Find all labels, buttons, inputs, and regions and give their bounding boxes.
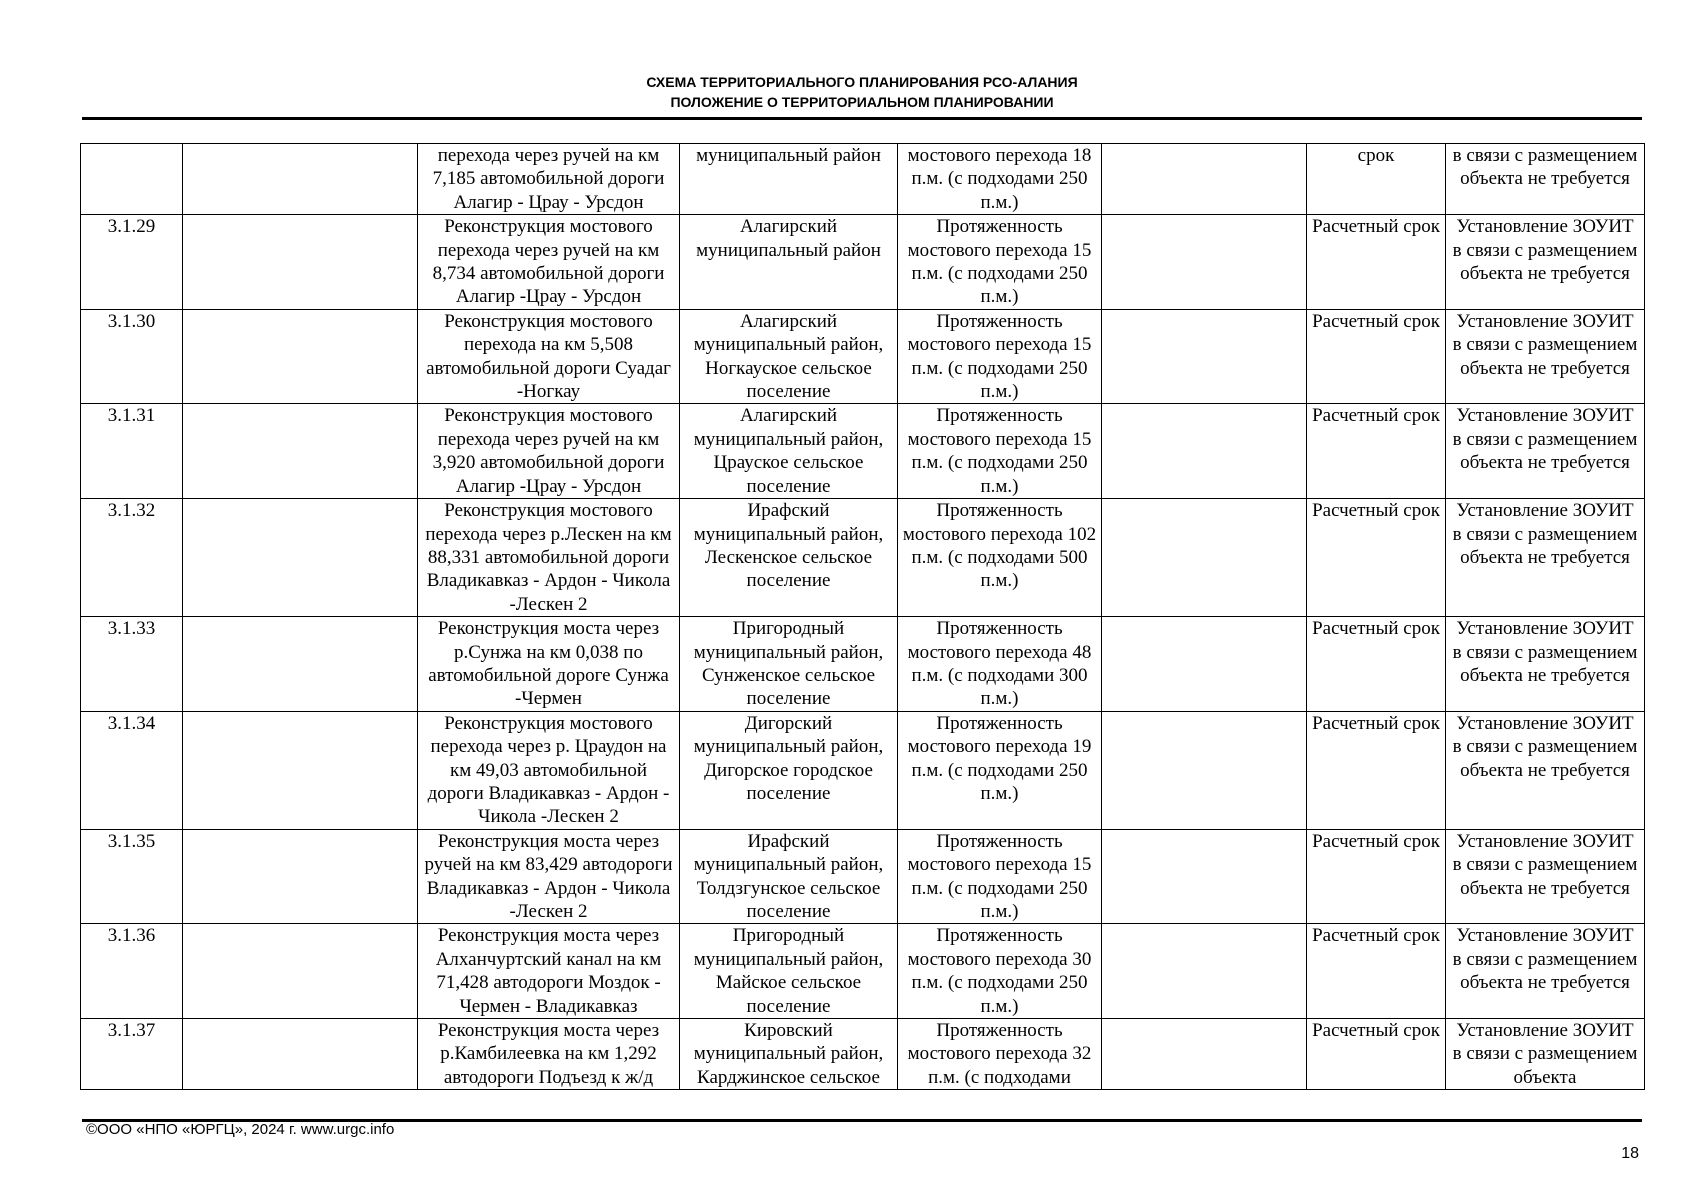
cell-empty (183, 499, 418, 617)
cell-name: Реконструкция моста через р.Камбилеевка на км 1,292 автодороги Подъезд к ж/д (418, 1019, 680, 1090)
cell-location: Ирафский муниципальный район, Толдзгунское сельское поселение (680, 829, 898, 924)
planning-table (80, 143, 1645, 1090)
cell-empty (1102, 829, 1307, 924)
cell-number: 3.1.32 (81, 499, 183, 617)
cell-zone: Установление ЗОУИТ в связи с размещением объекта не требуется (1446, 309, 1645, 404)
cell-characteristics: Протяженность мостового перехода 15 п.м. (с подходами 250 п.м.) (898, 309, 1102, 404)
table-row (81, 404, 1645, 499)
cell-empty (1102, 924, 1307, 1019)
cell-empty (1102, 711, 1307, 829)
cell-empty (183, 404, 418, 499)
cell-zone: Установление ЗОУИТ в связи с размещением объекта не требуется (1446, 829, 1645, 924)
cell-empty (183, 309, 418, 404)
cell-number: 3.1.34 (81, 711, 183, 829)
cell-empty (183, 1019, 418, 1090)
cell-zone: Установление ЗОУИТ в связи с размещением объекта не требуется (1446, 404, 1645, 499)
cell-term: Расчетный срок (1307, 499, 1446, 617)
cell-number: 3.1.37 (81, 1019, 183, 1090)
cell-name: перехода через ручей на км 7,185 автомобильной дороги Алагир - Црау - Урсдон (418, 144, 680, 215)
cell-empty (1102, 404, 1307, 499)
cell-name: Реконструкция моста через ручей на км 83,429 автодороги Владикавказ - Ардон - Чикола -Лескен 2 (418, 829, 680, 924)
table-row (81, 144, 1645, 215)
cell-term: Расчетный срок (1307, 617, 1446, 712)
cell-location: муниципальный район (680, 144, 898, 215)
cell-zone: Установление ЗОУИТ в связи с размещением объекта (1446, 1019, 1645, 1090)
page-number: 18 (1621, 1145, 1639, 1162)
header-rule (82, 117, 1642, 120)
cell-number: 3.1.33 (81, 617, 183, 712)
cell-term: Расчетный срок (1307, 711, 1446, 829)
cell-characteristics: Протяженность мостового перехода 15 п.м. (с подходами 250 п.м.) (898, 829, 1102, 924)
cell-number: 3.1.35 (81, 829, 183, 924)
cell-zone: в связи с размещением объекта не требуется (1446, 144, 1645, 215)
cell-location: Алагирский муниципальный район (680, 215, 898, 310)
table-row (81, 309, 1645, 404)
cell-characteristics: мостового перехода 18 п.м. (с подходами 250 п.м.) (898, 144, 1102, 215)
footer-copyright: ©ООО «НПО «ЮРГЦ», 2024 г. www.urgc.info (86, 1121, 395, 1138)
table-row (81, 617, 1645, 712)
cell-empty (183, 924, 418, 1019)
table-row (81, 215, 1645, 310)
table-row (81, 499, 1645, 617)
cell-term: срок (1307, 144, 1446, 215)
cell-name: Реконструкция мостового перехода через ручей на км 3,920 автомобильной дороги Алагир -Црау - Урсдон (418, 404, 680, 499)
cell-characteristics: Протяженность мостового перехода 15 п.м. (с подходами 250 п.м.) (898, 215, 1102, 310)
cell-number: 3.1.31 (81, 404, 183, 499)
cell-characteristics: Протяженность мостового перехода 48 п.м. (с подходами 300 п.м.) (898, 617, 1102, 712)
cell-location: Ирафский муниципальный район, Лескенское сельское поселение (680, 499, 898, 617)
cell-number (81, 144, 183, 215)
cell-empty (183, 617, 418, 712)
table-row (81, 1019, 1645, 1090)
cell-empty (183, 144, 418, 215)
table-row (81, 924, 1645, 1019)
cell-empty (1102, 617, 1307, 712)
cell-name: Реконструкция моста через р.Сунжа на км 0,038 по автомобильной дороге Сунжа -Чермен (418, 617, 680, 712)
header-subtitle: ПОЛОЖЕНИЕ О ТЕРРИТОРИАЛЬНОМ ПЛАНИРОВАНИИ (670, 94, 1054, 110)
cell-empty (1102, 309, 1307, 404)
cell-location: Пригородный муниципальный район, Сунженское сельское поселение (680, 617, 898, 712)
cell-characteristics: Протяженность мостового перехода 32 п.м. (с подходами (898, 1019, 1102, 1090)
cell-name: Реконструкция моста через Алханчуртский канал на км 71,428 автодороги Моздок - Чермен - Владикавказ (418, 924, 680, 1019)
cell-characteristics: Протяженность мостового перехода 30 п.м. (с подходами 250 п.м.) (898, 924, 1102, 1019)
cell-empty (183, 215, 418, 310)
cell-term: Расчетный срок (1307, 924, 1446, 1019)
cell-empty (183, 829, 418, 924)
cell-location: Кировский муниципальный район, Карджинское сельское (680, 1019, 898, 1090)
cell-empty (1102, 499, 1307, 617)
cell-characteristics: Протяженность мостового перехода 19 п.м. (с подходами 250 п.м.) (898, 711, 1102, 829)
cell-number: 3.1.36 (81, 924, 183, 1019)
cell-location: Дигорский муниципальный район, Дигорское городское поселение (680, 711, 898, 829)
cell-term: Расчетный срок (1307, 1019, 1446, 1090)
table-row (81, 711, 1645, 829)
cell-zone: Установление ЗОУИТ в связи с размещением объекта не требуется (1446, 499, 1645, 617)
cell-zone: Установление ЗОУИТ в связи с размещением объекта не требуется (1446, 617, 1645, 712)
table-row (81, 829, 1645, 924)
cell-name: Реконструкция мостового перехода на км 5,508 автомобильной дороги Суадаг -Ногкау (418, 309, 680, 404)
cell-characteristics: Протяженность мостового перехода 102 п.м. (с подходами 500 п.м.) (898, 499, 1102, 617)
cell-name: Реконструкция мостового перехода через р. Цраудон на км 49,03 автомобильной дороги Владикавказ - Ардон - Чикола -Лескен 2 (418, 711, 680, 829)
cell-term: Расчетный срок (1307, 404, 1446, 499)
cell-empty (1102, 144, 1307, 215)
cell-characteristics: Протяженность мостового перехода 15 п.м. (с подходами 250 п.м.) (898, 404, 1102, 499)
cell-zone: Установление ЗОУИТ в связи с размещением объекта не требуется (1446, 924, 1645, 1019)
cell-location: Пригородный муниципальный район, Майское сельское поселение (680, 924, 898, 1019)
cell-empty (1102, 215, 1307, 310)
cell-empty (183, 711, 418, 829)
cell-empty (1102, 1019, 1307, 1090)
cell-term: Расчетный срок (1307, 215, 1446, 310)
cell-number: 3.1.30 (81, 309, 183, 404)
cell-number: 3.1.29 (81, 215, 183, 310)
cell-term: Расчетный срок (1307, 829, 1446, 924)
cell-zone: Установление ЗОУИТ в связи с размещением объекта не требуется (1446, 711, 1645, 829)
cell-name: Реконструкция мостового перехода через ручей на км 8,734 автомобильной дороги Алагир -Црау - Урсдон (418, 215, 680, 310)
cell-location: Алагирский муниципальный район, Ногкауское сельское поселение (680, 309, 898, 404)
cell-zone: Установление ЗОУИТ в связи с размещением объекта не требуется (1446, 215, 1645, 310)
document-header (82, 72, 1642, 112)
cell-location: Алагирский муниципальный район, Црауское сельское поселение (680, 404, 898, 499)
header-title: СХЕМА ТЕРРИТОРИАЛЬНОГО ПЛАНИРОВАНИЯ РСО-АЛАНИЯ (646, 74, 1078, 90)
cell-term: Расчетный срок (1307, 309, 1446, 404)
cell-name: Реконструкция мостового перехода через р.Лескен на км 88,331 автомобильной дороги Владикавказ - Ардон - Чикола -Лескен 2 (418, 499, 680, 617)
